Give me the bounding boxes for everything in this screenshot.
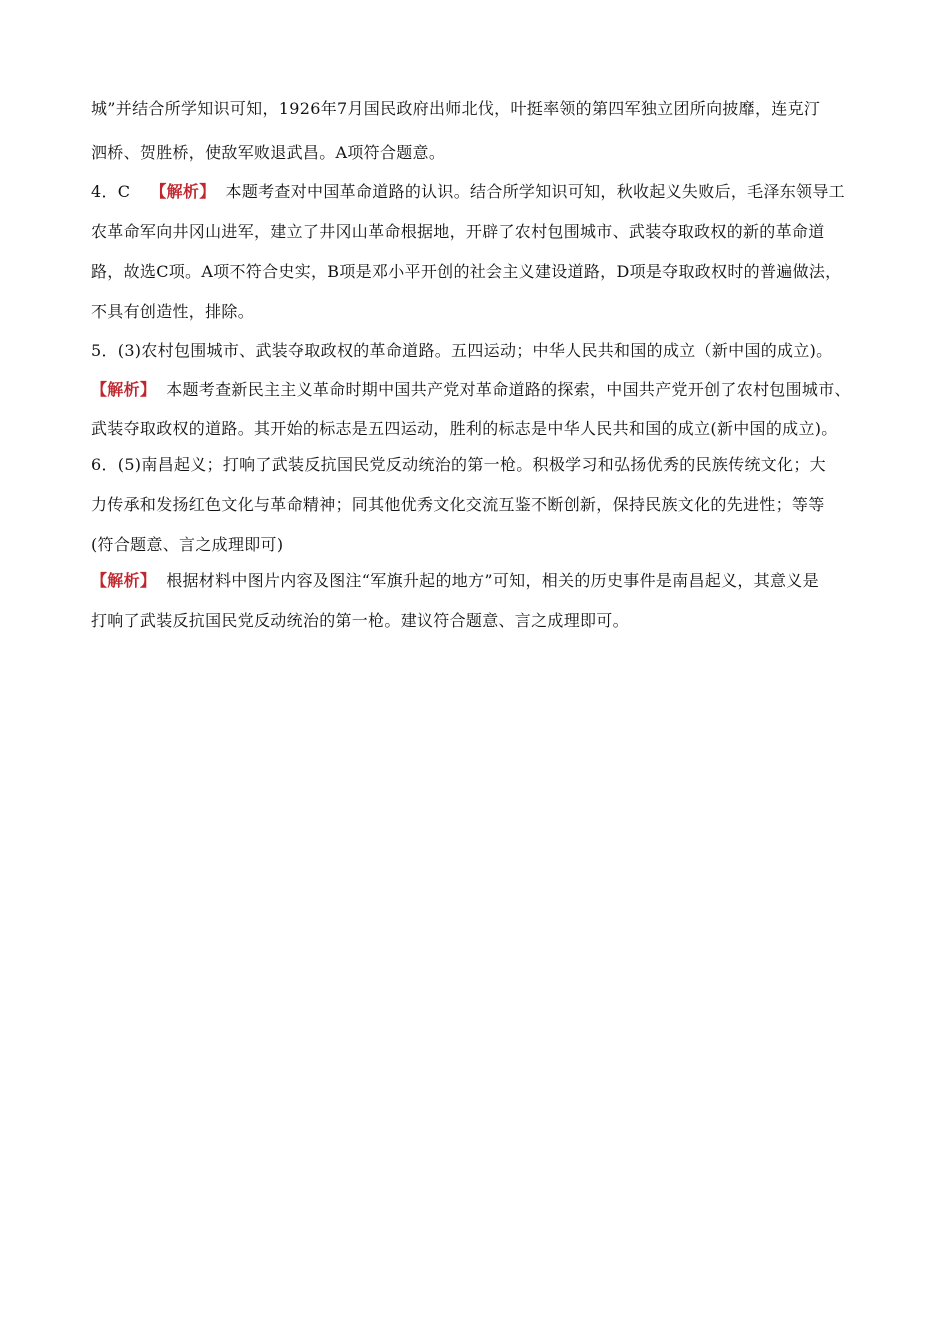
analysis-tag: 【解析】 xyxy=(91,571,157,590)
answer-6-line: 6．(5)南昌起义；打响了武装反抗国民党反动统治的第一枪。积极学习和弘扬优秀的民族传统文化；大 xyxy=(91,455,826,474)
answer-4-text: 本题考查对中国革命道路的认识。结合所学知识可知，秋收起义失败后，毛泽东领导工 xyxy=(225,182,845,201)
analysis-tag: 【解析】 xyxy=(150,182,216,201)
text-line: 打响了武装反抗国民党反动统治的第一枪。建议符合题意、言之成理即可。 xyxy=(91,611,629,630)
text-line: 不具有创造性，排除。 xyxy=(91,302,255,321)
text-line: 泗桥、贺胜桥，使敌军败退武昌。A项符合题意。 xyxy=(91,143,446,162)
text-line: 农革命军向井冈山进军，建立了井冈山革命根据地，开辟了农村包围城市、武装夺取政权的新的革命道 xyxy=(91,222,825,241)
text-line: 力传承和发扬红色文化与革命精神；同其他优秀文化交流互鉴不断创新，保持民族文化的先进性；等等 xyxy=(91,495,825,514)
text-line: 武装夺取政权的道路。其开始的标志是五四运动，胜利的标志是中华人民共和国的成立(新中国的成立)。 xyxy=(91,419,838,438)
text-line: (符合题意、言之成理即可) xyxy=(91,535,284,554)
text-line: 路，故选C项。A项不符合史实，B项是邓小平开创的社会主义建设道路，D项是夺取政权时的普遍做法， xyxy=(91,262,842,281)
analysis-5-line xyxy=(91,380,851,400)
answer-4-number: 4．C xyxy=(91,182,131,201)
text-line: 城”并结合所学知识可知，1926年7月国民政府出师北伐，叶挺率领的第四军独立团所向披靡，连克汀 xyxy=(91,99,821,118)
answer-4-line xyxy=(91,182,845,202)
analysis-5-text: 本题考查新民主主义革命时期中国共产党对革命道路的探索，中国共产党开创了农村包围城市、 xyxy=(166,380,851,399)
answer-5-line: 5．(3)农村包围城市、武装夺取政权的革命道路。五四运动；中华人民共和国的成立（新中国的成立)。 xyxy=(91,341,833,360)
analysis-6-text: 根据材料中图片内容及图注“军旗升起的地方”可知，相关的历史事件是南昌起义，其意义是 xyxy=(166,571,819,590)
analysis-6-line xyxy=(91,571,819,591)
analysis-tag: 【解析】 xyxy=(91,380,157,399)
